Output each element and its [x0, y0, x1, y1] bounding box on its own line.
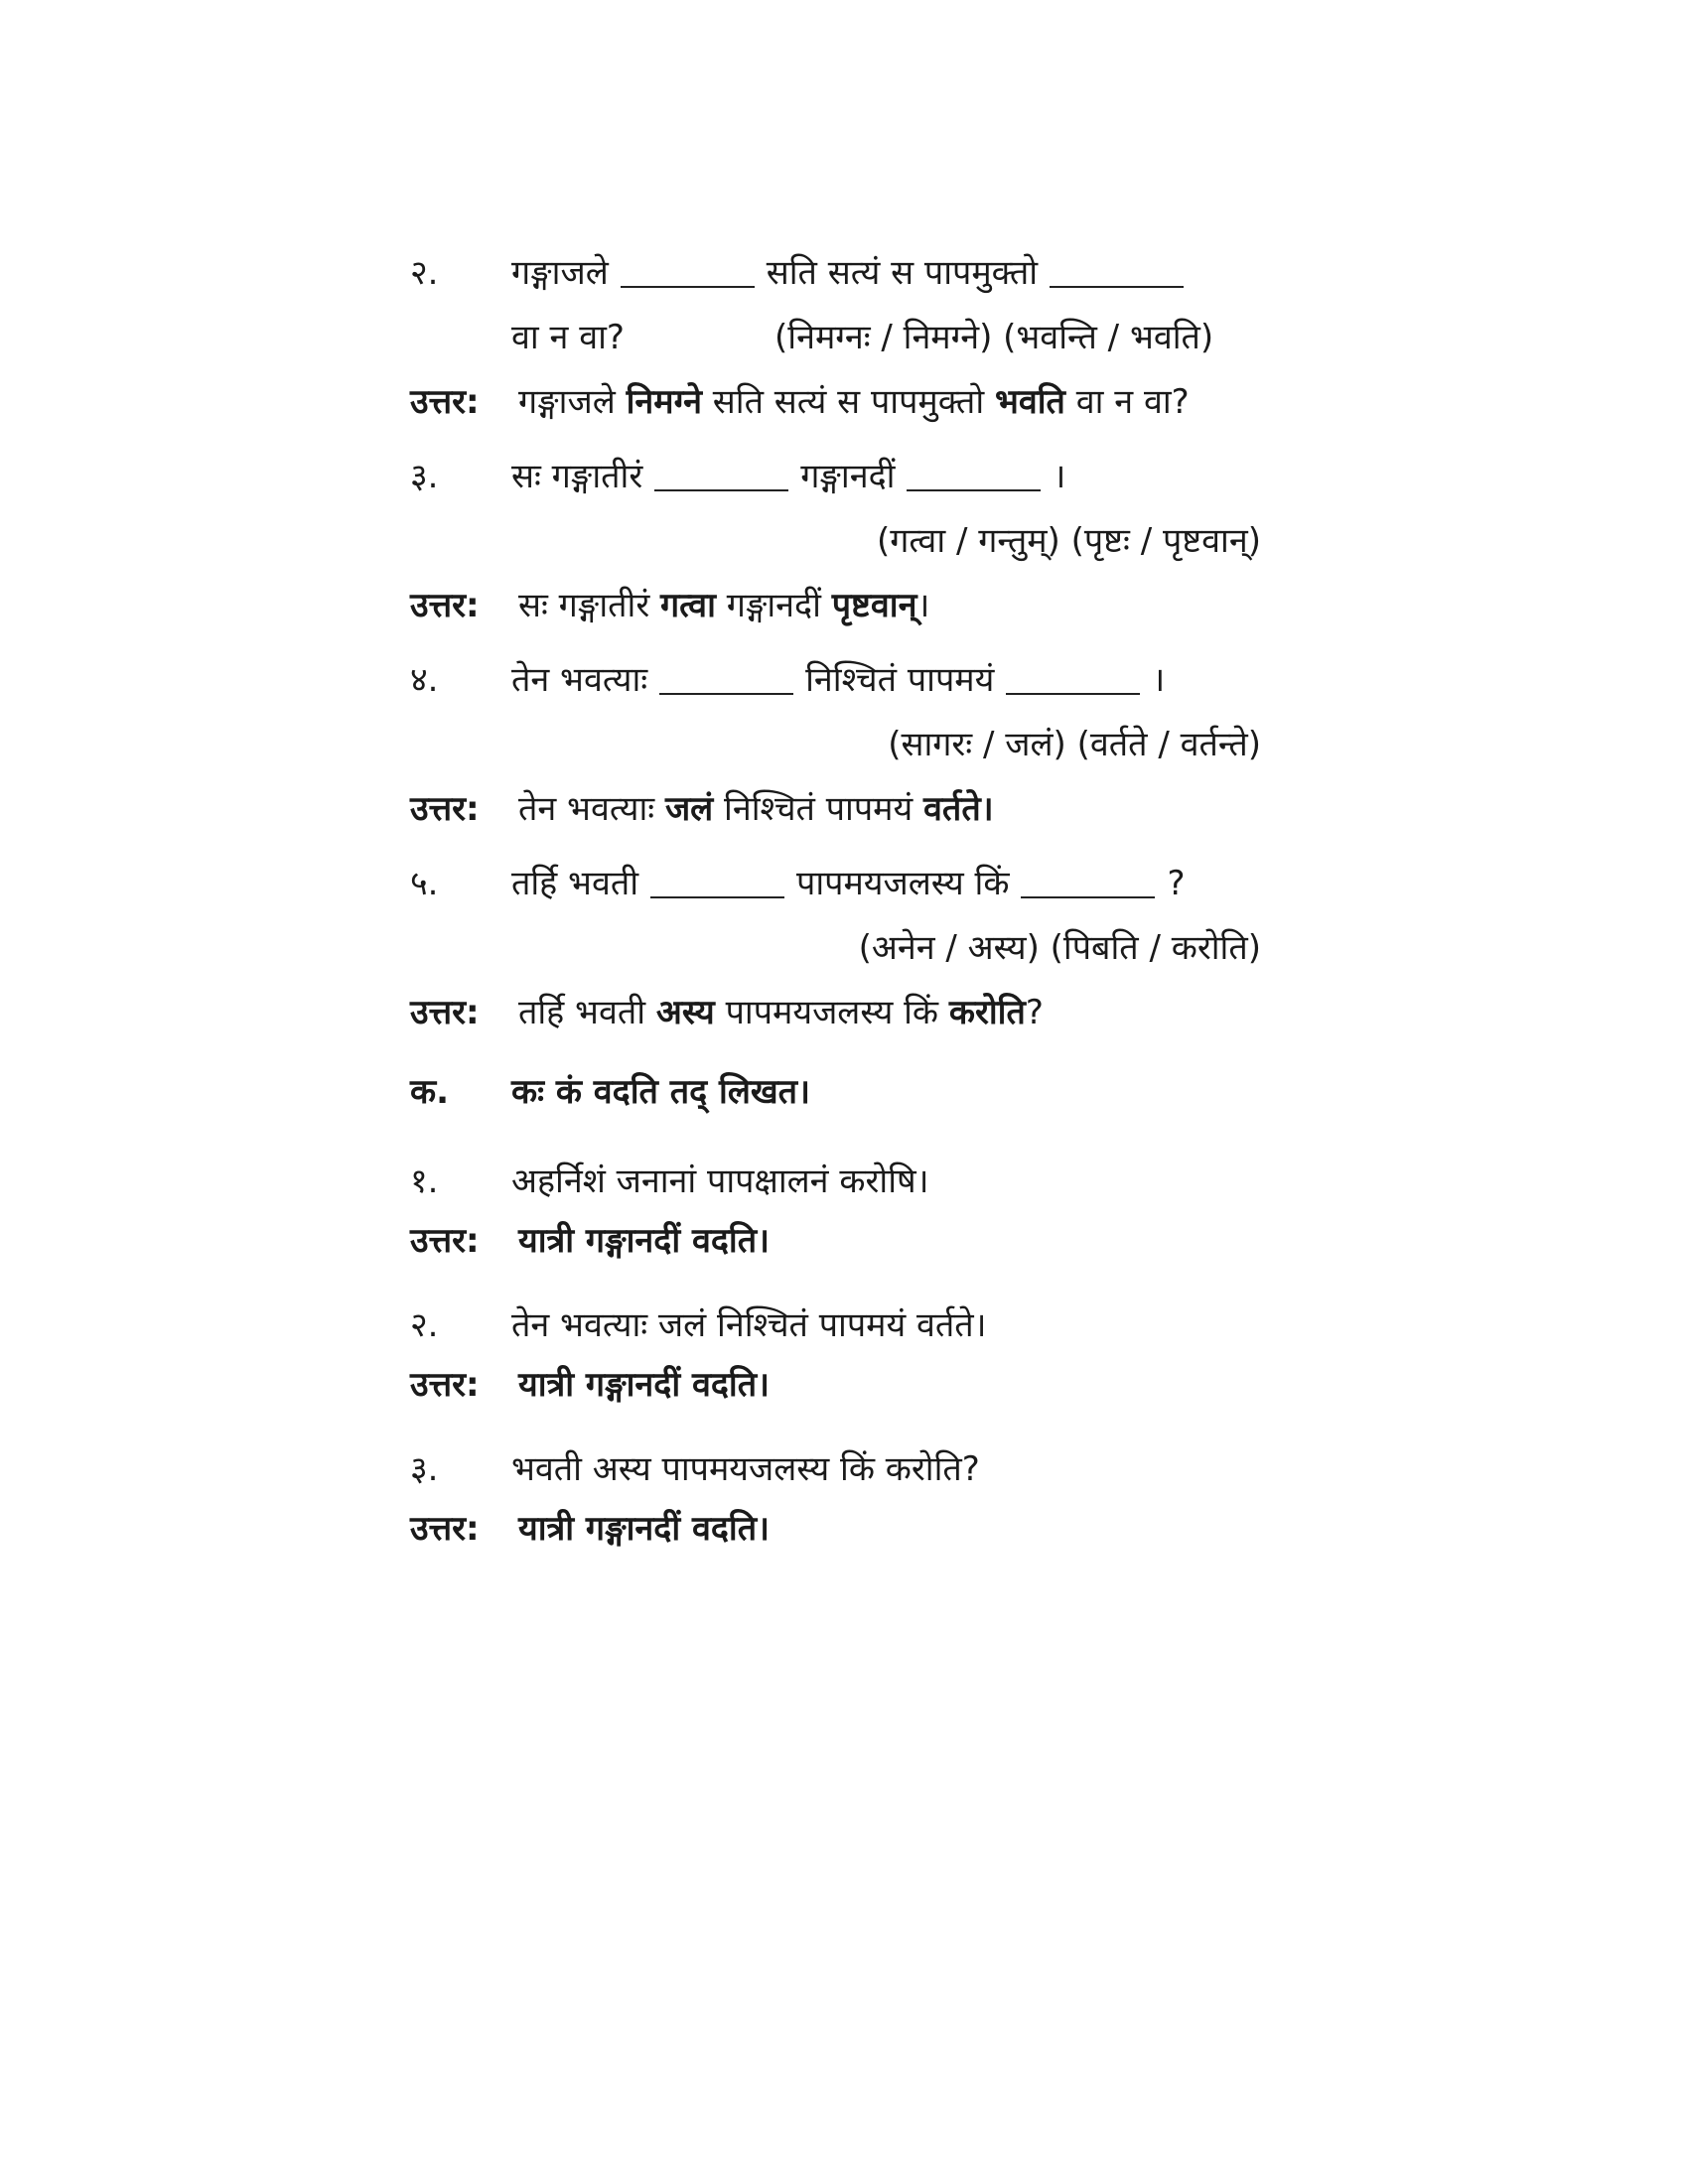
answer-line [0, 367, 1688, 437]
section-heading [0, 1057, 1688, 1127]
blank-line [1021, 895, 1155, 898]
question-part: निश्चितं पापमयं [805, 660, 995, 700]
answer-label: उत्तर: [410, 1365, 480, 1405]
answer-line [0, 774, 1688, 844]
answer-fill: जलं [664, 789, 714, 829]
answer-segment: पापमयजलस्य किं [714, 993, 949, 1032]
blank-line [907, 488, 1041, 491]
answer-line [0, 1350, 1688, 1420]
question-line [0, 849, 1688, 918]
question-text: भवती अस्य पापमयजलस्य किं करोति? [511, 1449, 980, 1489]
question-part: पापमयजलस्य किं [796, 864, 1010, 903]
answer-line [0, 571, 1688, 640]
answer-label: उत्तर: [410, 1221, 480, 1261]
question-part: तर्हि भवती [511, 864, 639, 903]
question-text [511, 645, 1165, 715]
answer-segment: ? [1025, 993, 1044, 1032]
answer-label: उत्तर: [410, 1509, 480, 1549]
options-line [0, 913, 1688, 983]
question-part: गङ्गाजले [511, 253, 609, 293]
question-text: तेन भवत्याः जलं निश्चितं पापमयं वर्तते। [511, 1305, 987, 1345]
question-part: । [1152, 660, 1166, 700]
answer-segment: सः गङ्गातीरं [518, 586, 661, 625]
question-text: अहर्निशं जनानां पापक्षालनं करोषि। [511, 1161, 929, 1201]
answer-fill: भवति [994, 382, 1065, 422]
answer-fill: निमग्ने [626, 382, 702, 422]
answer-fill: गत्वा [660, 586, 716, 625]
question-line [0, 303, 1688, 372]
section-title: कः कं वदति तद् लिखत। [511, 1072, 810, 1112]
question-number: २. [410, 253, 439, 293]
question-text [511, 442, 1065, 511]
options-line [0, 506, 1688, 576]
question-part: ? [1167, 864, 1186, 903]
answer-line [0, 1494, 1688, 1564]
options-line [0, 710, 1688, 779]
question-line [0, 238, 1688, 308]
answer-segment: वा न वा? [1064, 382, 1190, 422]
question-number: ३. [410, 457, 439, 496]
question-number: ५. [410, 864, 439, 903]
answer-fill: वर्तते। [923, 789, 994, 829]
answer-line [0, 1206, 1688, 1276]
options-text: (निमग्नः / निमग्ने) (भवन्ति / भवति) [774, 318, 1214, 357]
question-number: ३. [410, 1449, 439, 1489]
blank-line [654, 488, 788, 491]
answer-line [0, 978, 1688, 1047]
answer-text [518, 367, 1190, 437]
question-number: ४. [410, 660, 439, 700]
options-text: (सागरः / जलं) (वर्तते / वर्तन्ते) [888, 725, 1261, 764]
answer-text [518, 978, 1044, 1047]
blank-line [621, 285, 755, 288]
answer-segment: सति सत्यं स पापमुक्तो [702, 382, 995, 422]
answer-segment: निश्चितं पापमयं [713, 789, 924, 829]
question-part: गङ्गानदीं [800, 457, 896, 496]
blank-line [1050, 285, 1184, 288]
answer-fill: करोति [948, 993, 1026, 1032]
blank-line [659, 692, 793, 695]
answer-fill: अस्य [655, 993, 715, 1032]
answer-text: यात्री गङ्गानदीं वदति। [518, 1365, 771, 1405]
blank-line [650, 895, 784, 898]
question-text [511, 238, 1196, 308]
answer-text: यात्री गङ्गानदीं वदति। [518, 1221, 771, 1261]
answer-segment: तर्हि भवती [518, 993, 656, 1032]
answer-segment: गङ्गानदीं [715, 586, 832, 625]
answer-text: यात्री गङ्गानदीं वदति। [518, 1509, 771, 1549]
answer-label: उत्तर: [410, 993, 480, 1032]
question-part: तेन भवत्याः [511, 660, 648, 700]
answer-label: उत्तर: [410, 789, 480, 829]
options-text: (अनेन / अस्य) (पिबति / करोति) [858, 928, 1261, 968]
answer-fill: पृष्टवान् [831, 586, 917, 625]
answer-segment: तेन भवत्याः [518, 789, 665, 829]
answer-text [518, 571, 929, 640]
section-label: क. [410, 1072, 450, 1112]
question-continuation: वा न वा? [511, 318, 625, 357]
question-number: १. [410, 1161, 439, 1201]
question-part: सति सत्यं स पापमुक्तो [766, 253, 1039, 293]
answer-text [518, 774, 994, 844]
blank-line [1006, 692, 1140, 695]
answer-label: उत्तर: [410, 586, 480, 625]
question-text [511, 849, 1186, 918]
question-line [0, 442, 1688, 511]
question-part: । [1053, 457, 1066, 496]
answer-label: उत्तर: [410, 382, 480, 422]
question-part: सः गङ्गातीरं [511, 457, 643, 496]
question-number: २. [410, 1305, 439, 1345]
answer-segment: गङ्गाजले [518, 382, 627, 422]
options-text: (गत्वा / गन्तुम्) (पृष्टः / पृष्टवान्) [877, 521, 1261, 561]
question-line [0, 645, 1688, 715]
answer-segment: । [916, 586, 930, 625]
